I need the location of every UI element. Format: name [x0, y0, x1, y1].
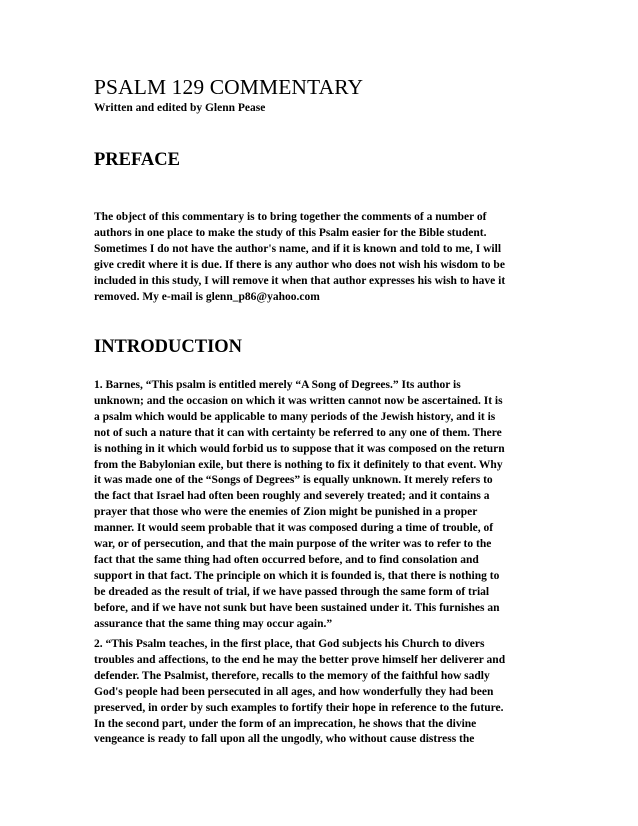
document-title: PSALM 129 COMMENTARY — [94, 75, 364, 99]
author-byline: Written and edited by Glenn Pease — [94, 102, 266, 114]
preface-heading: PREFACE — [94, 150, 180, 170]
text-line: vengeance is ready to fall upon all the ungodly, who without cause distress the — [94, 733, 475, 746]
text-line: the fact that Israel had often been roughly and severely treated; and it contains a — [94, 490, 490, 503]
text-line: unknown; and the occasion on which it was written cannot now be ascertained. It is — [94, 394, 503, 407]
text-line: support in that fact. The principle on which it is founded is, that there is nothing to — [94, 569, 500, 582]
introduction-paragraph-2 — [94, 637, 554, 748]
text-line: a psalm which would be applicable to many periods of the Jewish history, and it is — [94, 410, 496, 423]
text-line: not of such a nature that it can with certainty be referred to any one of them. There — [94, 426, 502, 439]
text-line: defender. The Psalmist, therefore, recalls to the memory of the faithful how sadly — [94, 669, 490, 682]
text-line: Sometimes I do not have the author's name, and if it is known and told to me, I will — [94, 242, 502, 255]
text-line: fact that the same thing had often occurred before, and to find consolation and — [94, 553, 479, 566]
text-line: In the second part, under the form of an imprecation, he shows that the divine — [94, 717, 477, 730]
text-line: authors in one place to make the study of this Psalm easier for the Bible student. — [94, 226, 487, 239]
introduction-paragraph-1 — [94, 378, 554, 633]
text-line: assurance that the same thing may occur again.” — [94, 617, 333, 630]
preface-paragraph — [94, 210, 554, 305]
text-line: is nothing in it which would forbid us to suppose that it was composed on the return — [94, 442, 505, 455]
text-line: included in this study, I will remove it when that author expresses his wish to have it — [94, 274, 506, 287]
text-line: it was made one of the “Songs of Degrees” is equally unknown. It merely refers to — [94, 474, 493, 487]
text-line: The object of this commentary is to bring together the comments of a number of — [94, 211, 487, 223]
text-line: removed. My e-mail is glenn_p86@yahoo.com — [94, 290, 320, 303]
text-line: 1. Barnes, “This psalm is entitled merely “A Song of Degrees.” Its author is — [94, 379, 461, 391]
text-line: give credit where it is due. If there is any author who does not wish his wisdom to be — [94, 258, 505, 271]
introduction-heading: INTRODUCTION — [94, 337, 243, 357]
text-line: 2. “This Psalm teaches, in the first place, that God subjects his Church to divers — [94, 638, 485, 650]
text-line: preserved, in order by such examples to fortify their hope in reference to the future. — [94, 701, 504, 714]
text-line: before, and if we have not sunk but have been sustained under it. This furnishes an — [94, 601, 500, 614]
text-line: from the Babylonian exile, but there is nothing to fix it definitely to that event. Why — [94, 458, 503, 471]
text-line: troubles and affections, to the end he may the better prove himself her deliverer and — [94, 653, 506, 666]
text-line: war, or of persecution, and that the main purpose of the writer was to refer to the — [94, 538, 492, 551]
text-line: God's people had been persecuted in all ages, and how wonderfully they had been — [94, 685, 494, 698]
text-line: prayer that those who were the enemies of Zion might be punished in a proper — [94, 506, 478, 519]
text-line: manner. It would seem probable that it was composed during a time of trouble, of — [94, 522, 494, 535]
text-line: be dreaded as the result of trial, if we have passed through the same form of trial — [94, 585, 490, 598]
